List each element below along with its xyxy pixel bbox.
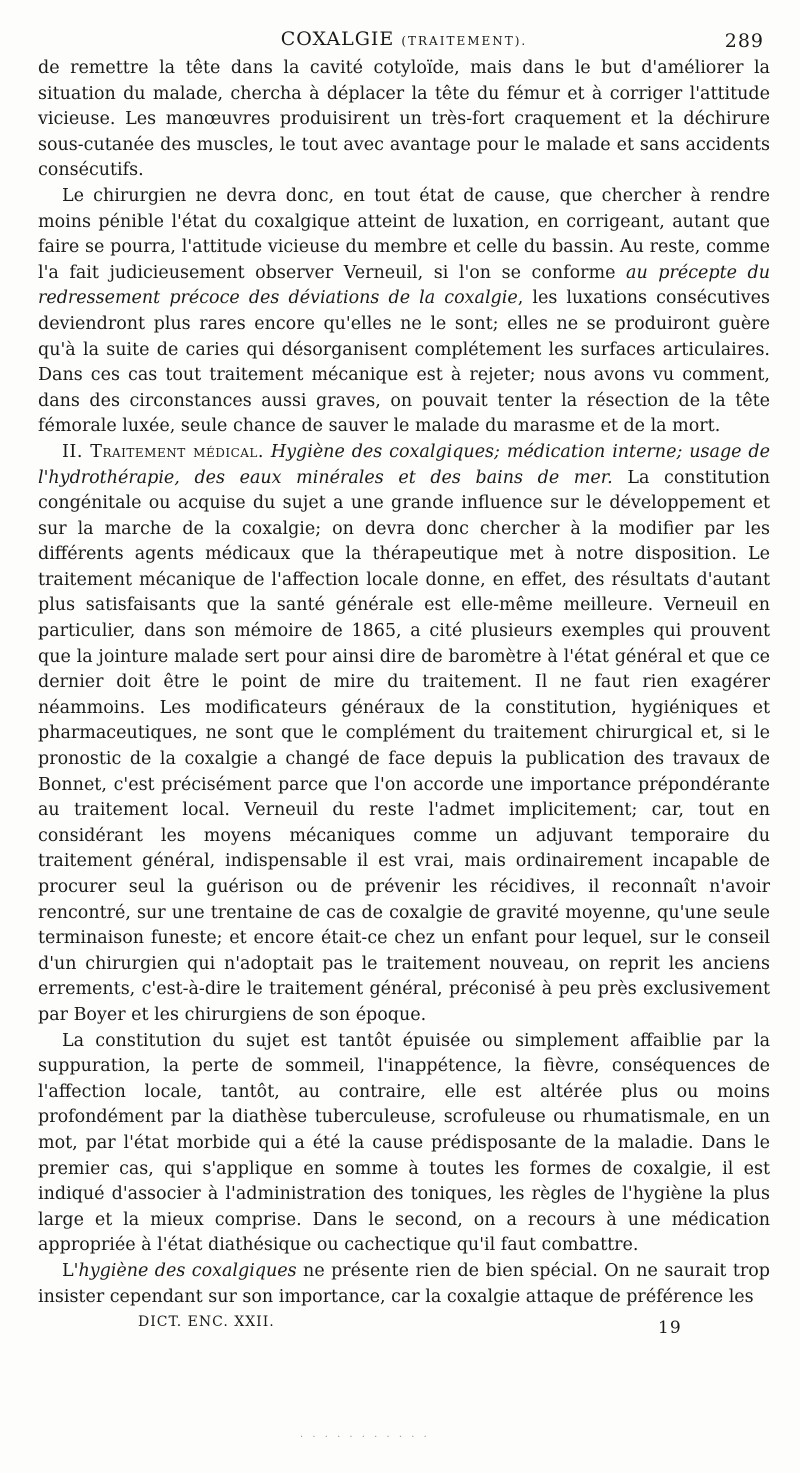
italic-run: hygiène des coxalgiques	[78, 1260, 297, 1281]
italic-run: au précepte du redressement précoce des déviations de la coxalgie	[38, 262, 770, 309]
bleed-through-marks: · · · · · · · · · · ·	[300, 1432, 430, 1443]
paragraph	[38, 56, 770, 184]
running-title-main: COXALGIE	[280, 28, 395, 50]
section-heading: II. Traitement médical.	[62, 441, 264, 462]
page-number: 289	[724, 30, 764, 52]
signature-mark: DICT. ENC. XXII.	[138, 1314, 275, 1331]
text-run: ne présente rien de bien spécial. On ne saurait trop insister cependant sur son importance, car la coxalgie attaque de préférence les	[38, 1260, 771, 1307]
text-run: L'	[62, 1260, 79, 1281]
running-title	[38, 28, 770, 50]
body-text	[38, 56, 770, 1310]
text-run: de remettre la tête dans la cavité cotyloïde, mais dans le but d'améliorer la situation du malade, chercha à déplacer la tête du fémur et à corriger l'attitude vicieuse. Les manœuvres produisirent un très-fort craquement et la déchirure sous-cutanée des muscles, le tout avec avantage pour le malade et sans accidents consécutifs.	[38, 58, 770, 181]
text-run: La constitution congénitale ou acquise du sujet a une grande influence sur le développement et sur la marche de la coxalgie; on devra donc chercher à la modifier par les différents agents médicaux que la thérapeutique met à notre disposition. Le traitement mécanique de l'affection locale donne, en effet, des résultats d'autant plus satisfaisants que la santé générale est elle-même meilleure. Verneuil en particulier, dans son mémoire de 1865, a cité plusieurs exemples qui prouvent que la jointure malade sert pour ainsi dire de baromètre à l'état général et que ce dernier doit être le point de mire du traitement. Il ne faut rien exagérer néammoins. Les modificateurs généraux de la constitution, hygiéniques et pharmaceutiques, ne sont que le complément du traitement chirurgical et, si le pronostic de la coxalgie a changé de face depuis la publication des travaux de Bonnet, c'est précisément parce que l'on accorde une importance prépondérante au traitement local. Verneuil du reste l'admet implicitement; car, tout en considérant les moyens mécaniques comme un adjuvant temporaire du traitement général, indispensable il est vrai, mais ordinairement incapable de procurer seul la guérison ou de prévenir les récidives, il reconnaît n'avoir rencontré, sur une trentaine de cas de coxalgie de gravité moyenne, qu'une seule terminaison funeste; et encore était-ce chez un enfant pour lequel, sur le conseil d'un chirurgien qui n'adoptait pas le traitement nouveau, on reprit les anciens errements, c'est-à-dire le traitement général, préconisé à peu près exclusivement par Boyer et les chirurgiens de son époque.	[38, 467, 770, 1025]
running-title-sub: (TRAITEMENT).	[401, 34, 528, 48]
paragraph	[38, 1029, 770, 1259]
running-head	[38, 28, 770, 56]
text-run: , les luxations consécutives deviendront plus rares encore qu'elles ne le sont; elles ne se produiront guère qu'à la suite de caries qui désorganisent complétement les surfaces articulaires. Dans ces cas tout traitement mécanique est à rejeter; nous avons vu comment, dans des circonstances aussi graves, on pouvait tenter la résection de la tête fémorale luxée, seule chance de sauver le malade du marasme et de la mort.	[38, 288, 770, 437]
paragraph	[38, 440, 770, 1029]
italic-run: Hygiène des coxalgiques; médication interne; usage de l'hydrothérapie, des eaux minérales et des bains de mer.	[38, 441, 770, 488]
sheet-number: 19	[658, 1318, 682, 1339]
paragraph	[38, 184, 770, 440]
text-run: Le chirurgien ne devra donc, en tout état de cause, que chercher à rendre moins pénible l'état du coxalgique atteint de luxation, en corrigeant, autant que faire se pourra, l'attitude vicieuse du membre et celle du bassin. Au reste, comme l'a fait judicieusement observer Verneuil, si l'on se conforme	[38, 185, 770, 283]
paragraph	[38, 1259, 770, 1310]
text-run	[264, 442, 271, 462]
page-footer	[38, 1314, 770, 1344]
text-run: La constitution du sujet est tantôt épuisée ou simplement affaiblie par la suppuration, la perte de sommeil, l'inappétence, la fièvre, conséquences de l'affection locale, tantôt, au contraire, elle est altérée plus ou moins profondément par la diathèse tuberculeuse, scrofuleuse ou rhumatismale, en un mot, par l'état morbide qui a été la cause prédisposante de la maladie. Dans le premier cas, qui s'applique en somme à toutes les formes de coxalgie, il est indiqué d'associer à l'administration des toniques, les règles de l'hygiène la plus large et la mieux comprise. Dans le second, on a recours à une médication appropriée à l'état diathésique ou cachectique qu'il faut combattre.	[38, 1030, 770, 1256]
